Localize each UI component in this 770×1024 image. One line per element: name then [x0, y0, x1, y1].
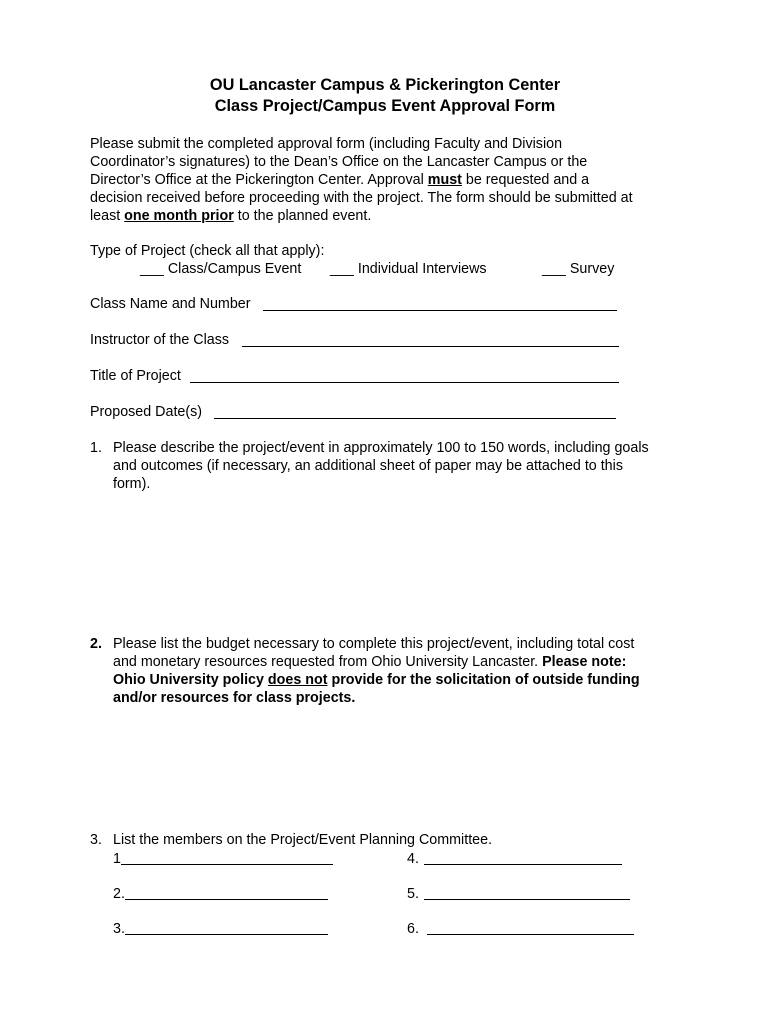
project-type-option-interviews[interactable]	[330, 260, 487, 278]
option-label: Class/Campus Event	[167, 261, 302, 277]
checkbox-blank[interactable]: ___	[542, 261, 566, 277]
member-4-label: 4.	[407, 851, 419, 867]
member-5-label: 5.	[407, 886, 419, 902]
question-3-line-1: List the members on the Project/Event Planning Committee.	[113, 832, 493, 848]
question-2-number: 2.	[90, 636, 102, 652]
intro-line-4: decision received before proceeding with the project. The form should be submitted at	[90, 190, 633, 206]
question-1-answer-area[interactable]	[90, 500, 680, 625]
instructor-label: Instructor of the Class	[90, 332, 230, 348]
does-not-emphasis: does not	[267, 672, 328, 688]
question-2-line-2-text: and monetary resources requested from Ohio University Lancaster.	[113, 654, 543, 670]
please-note-emphasis: Please note:	[542, 654, 627, 670]
intro-line-3	[90, 171, 589, 189]
instructor-field[interactable]	[242, 346, 619, 347]
question-1-line-1: Please describe the project/event in approximately 100 to 150 words, including goals	[113, 440, 649, 456]
member-3-field[interactable]	[125, 934, 328, 935]
proposed-dates-label: Proposed Date(s)	[90, 404, 203, 420]
form-title-line2: Class Project/Campus Event Approval Form	[214, 97, 556, 115]
question-2-line-3	[113, 671, 640, 689]
member-4-field[interactable]	[424, 864, 622, 865]
intro-line-1: Please submit the completed approval form (including Faculty and Division	[90, 136, 563, 152]
must-emphasis: must	[427, 172, 462, 188]
question-2-answer-area[interactable]	[90, 712, 680, 822]
option-label: Survey	[569, 261, 615, 277]
project-type-label: Type of Project (check all that apply):	[90, 243, 325, 259]
intro-line-5	[90, 207, 371, 225]
question-2-line-2	[113, 653, 626, 671]
project-type-option-survey[interactable]	[542, 260, 614, 278]
project-title-field[interactable]	[190, 382, 619, 383]
one-month-prior-emphasis: one month prior	[124, 208, 234, 224]
member-5-field[interactable]	[424, 899, 630, 900]
member-2-label: 2.	[113, 886, 125, 902]
form-title-line1: OU Lancaster Campus & Pickerington Center	[209, 76, 561, 94]
intro-line-3-text: Director’s Office at the Pickerington Center. Approval	[90, 172, 428, 188]
member-2-field[interactable]	[125, 899, 328, 900]
question-2-line-1: Please list the budget necessary to complete this project/event, including total cost	[113, 636, 635, 652]
question-2-line-3-text: Ohio University policy	[113, 672, 268, 688]
proposed-dates-field[interactable]	[214, 418, 616, 419]
question-3-number: 3.	[90, 832, 102, 848]
project-type-option-class-event[interactable]	[140, 260, 301, 278]
intro-line-5-text-end: to the planned event.	[233, 208, 372, 224]
checkbox-blank[interactable]: ___	[140, 261, 164, 277]
member-3-label: 3.	[113, 921, 125, 937]
project-title-label: Title of Project	[90, 368, 181, 384]
question-2-line-4: and/or resources for class projects.	[113, 690, 356, 706]
class-name-field[interactable]	[263, 310, 617, 311]
checkbox-blank[interactable]: ___	[330, 261, 354, 277]
member-6-field[interactable]	[427, 934, 634, 935]
intro-line-2: Coordinator’s signatures) to the Dean’s Office on the Lancaster Campus or the	[90, 154, 588, 170]
class-name-label: Class Name and Number	[90, 296, 251, 312]
option-label: Individual Interviews	[357, 261, 487, 277]
question-1-number: 1.	[90, 440, 102, 456]
intro-line-3-text-end: be requested and a	[461, 172, 590, 188]
member-6-label: 6.	[407, 921, 419, 937]
member-1-field[interactable]	[121, 864, 333, 865]
intro-line-5-text: least	[90, 208, 125, 224]
question-1-line-2: and outcomes (if necessary, an additional sheet of paper may be attached to this	[113, 458, 623, 474]
member-1-label: 1	[113, 851, 121, 867]
question-2-line-3-text-end: provide for the solicitation of outside funding	[327, 672, 640, 688]
question-1-line-3: form).	[113, 476, 151, 492]
